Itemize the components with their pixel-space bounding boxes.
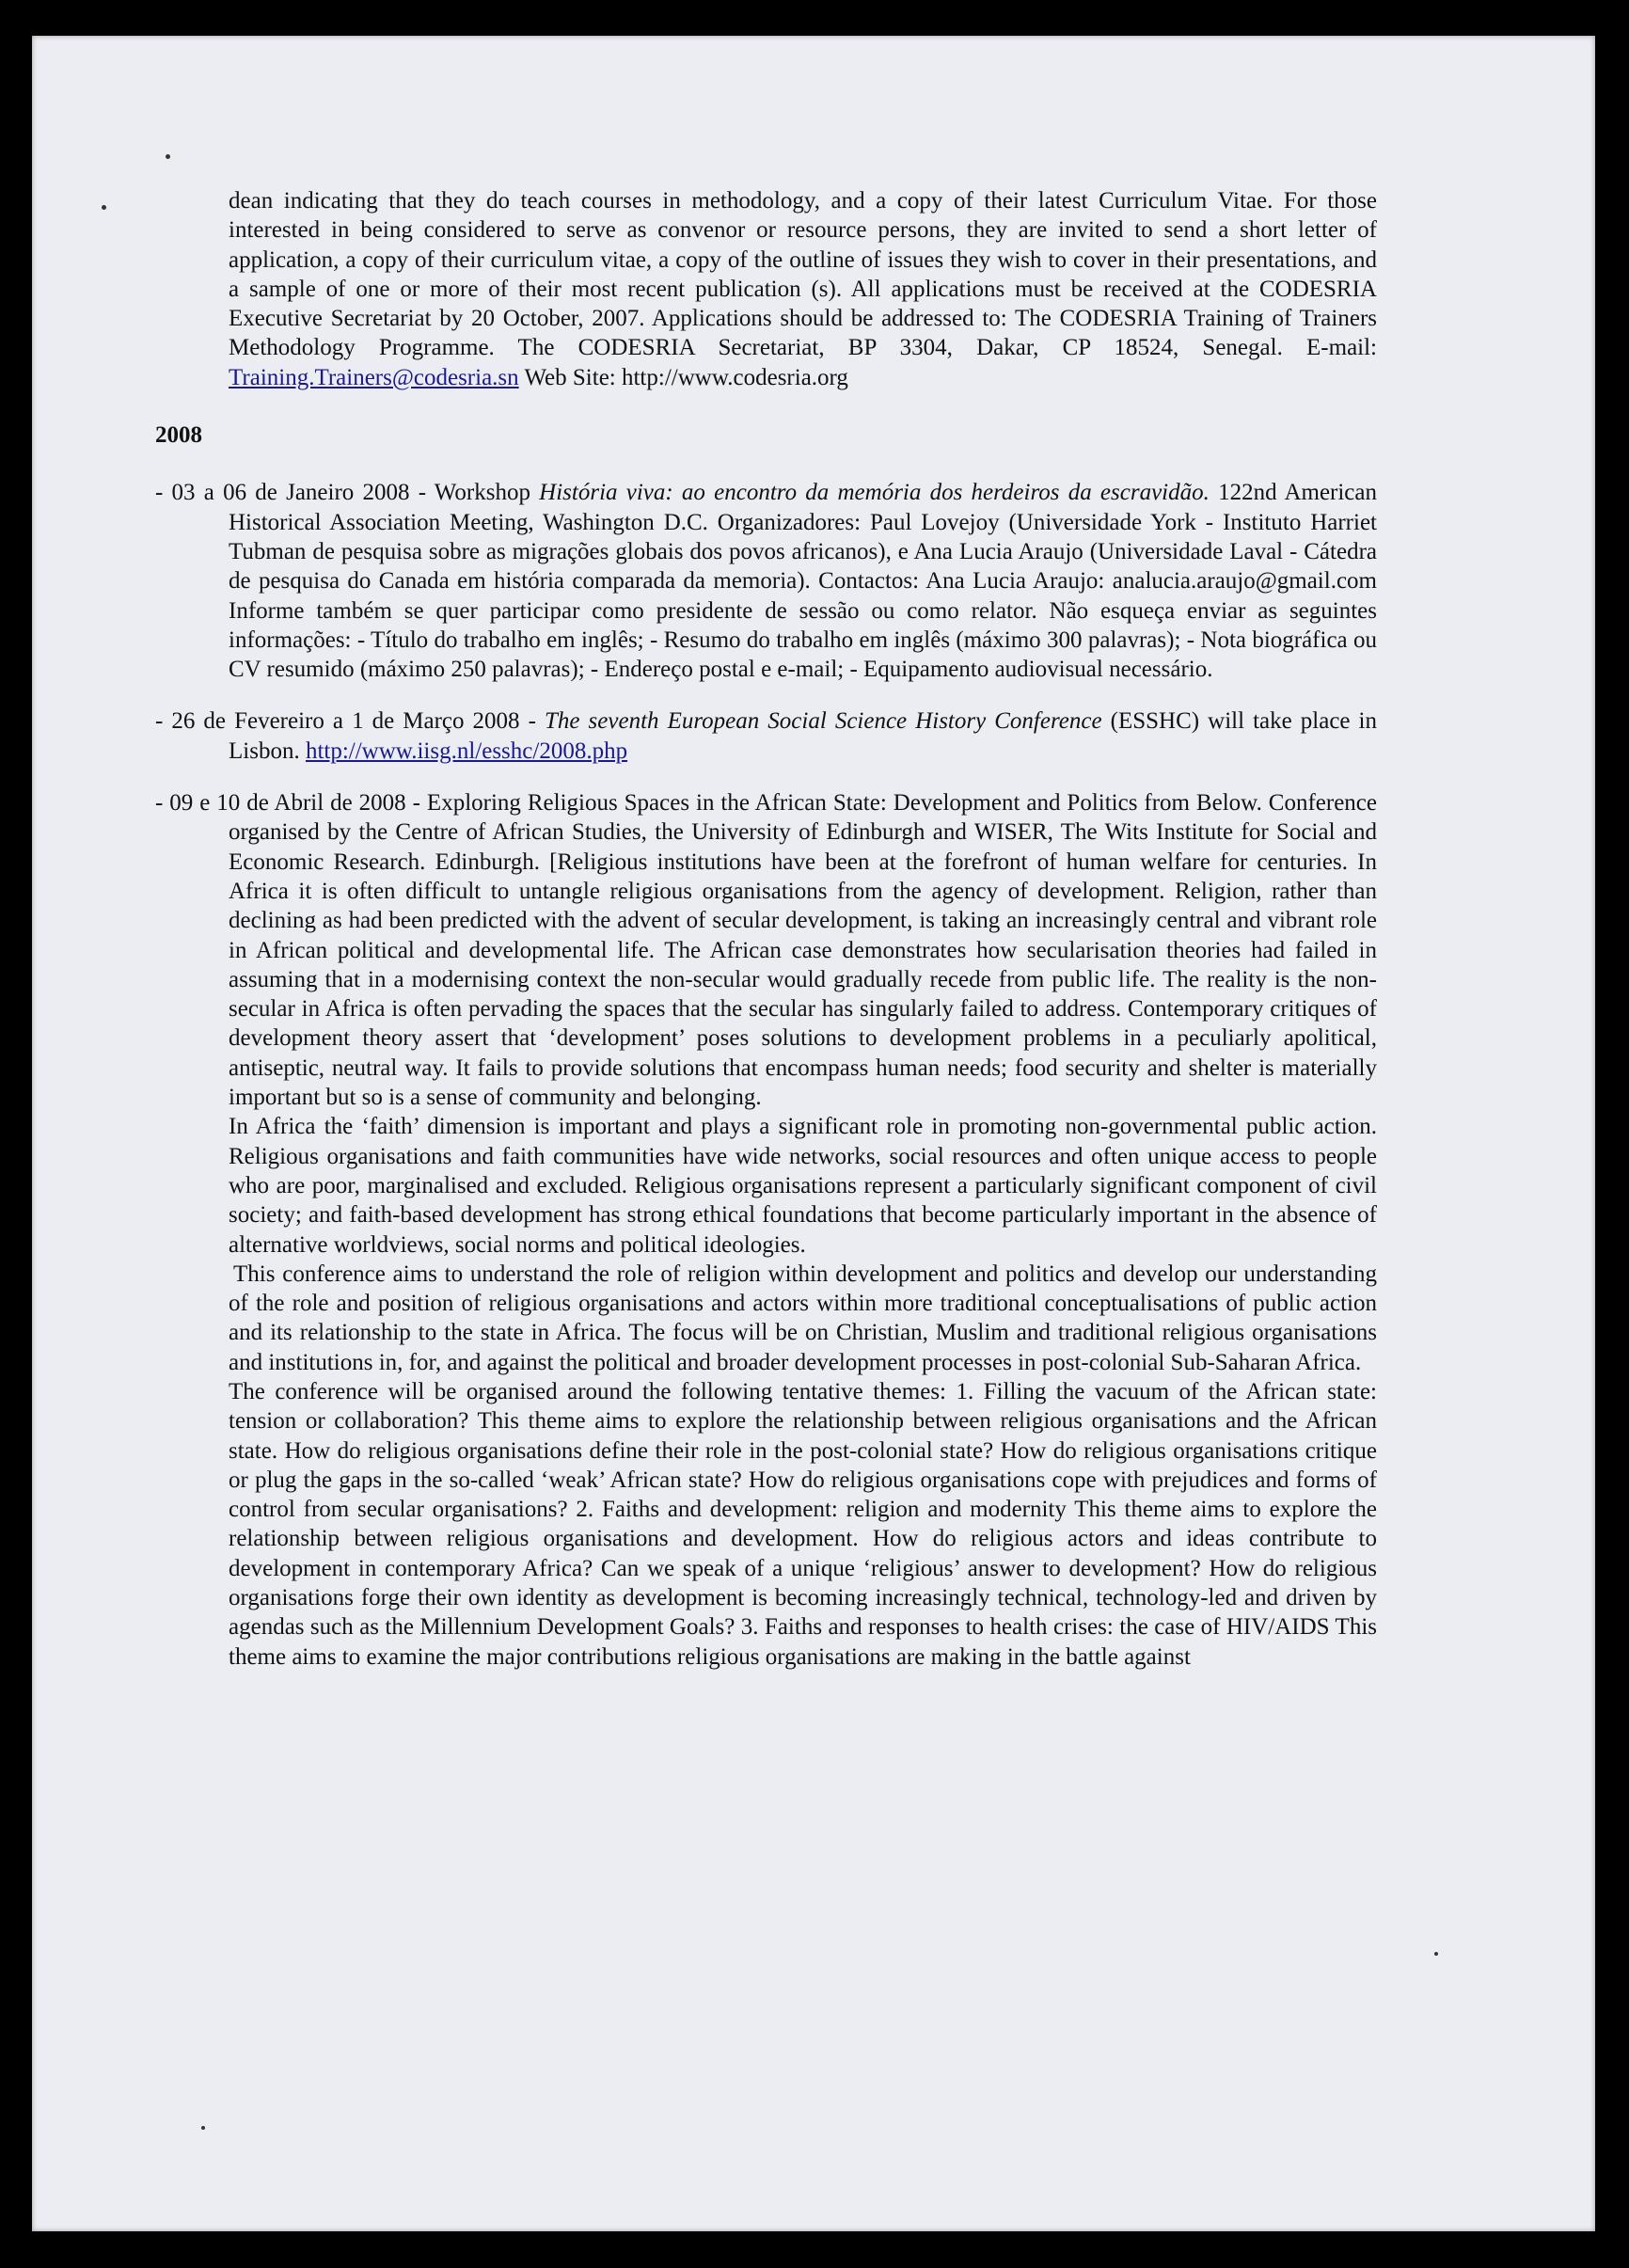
- scan-speck: [166, 154, 170, 159]
- scan-speck: [102, 205, 106, 210]
- event-paragraph: In Africa the ‘faith’ dimension is important and plays a significant role in promoting non-governmental public action. Religious organisations and faith communities have wide networks, social resources and often unique access to people who are poor, marginalised and excluded. Religious organisations represent a particularly significant component of civil society; and faith-based development has strong ethical foundations that become particularly important in the absence of alternative worldviews, social norms and political ideologies.: [229, 1114, 1377, 1258]
- document-content: [155, 186, 1378, 1672]
- esshc-link[interactable]: http://www.iisg.nl/esshc/2008.php: [305, 737, 628, 764]
- event-date: - 09 e 10 de Abril de 2008 -: [155, 790, 427, 817]
- event-date: - 26 de Fevereiro a 1 de Março 2008 -: [155, 708, 545, 735]
- email-link[interactable]: Training.Trainers@codesria.sn: [229, 364, 519, 390]
- event-body: 122nd American Historical Association Meeting, Washington D.C. Organizadores: Paul Lovejoy (Universidade York - Instituto Harriet Tubman de pesquisa sobre as migrações globais dos povos africanos), e Ana Lucia Araujo (Universidade Laval - Cátedra de pesquisa do Canada em história comparada da memoria). Contactos: Ana Lucia Araujo: analucia.araujo@gmail.com Informe também se quer participar como presidente de sessão ou como relator. Não esqueça enviar as seguintes informações: - Título do trabalho em inglês; - Resumo do trabalho em inglês (máximo 300 palavras); - Nota biográfica ou CV resumido (máximo 250 palavras); - Endereço postal e e-mail; - Equipamento audiovisual necessário.: [229, 480, 1378, 683]
- intro-paragraph: dean indicating that they do teach courses in methodology, and a copy of their latest Curriculum Vitae. For those interested in being considered to serve as convenor or resource persons, they are invited to send a short letter of application, a copy of their curriculum vitae, a copy of the outline of issues they wish to cover in their presentations, and a sample of one or more of their most recent publication (s). All applications must be received at the CODESRIA Executive Secretariat by 20 October, 2007. Applications should be addressed to: The CODESRIA Training of Trainers Methodology Programme. The CODESRIA Secretariat, BP 3304, Dakar, CP 18524, Senegal. E-mail: Training.Trainers@codesria.sn Web Site: http://www.codesria.org: [229, 188, 1377, 390]
- event-entry-abril: [155, 788, 1377, 1672]
- scan-speck: [201, 2126, 205, 2130]
- event-date: - 03 a 06 de Janeiro 2008 - Workshop: [155, 480, 540, 506]
- event-body: Exploring Religious Spaces in the African State: Development and Politics from Below. Conference organised by the Centre of African Studies, the University of Edinburgh and WISER, The Wits Institute for Social and Economic Research. Edinburgh. [Religious institutions have been at the forefront of human welfare for centuries. In Africa it is often difficult to untangle religious organisations from the agency of development. Religion, rather than declining as had been predicted with the advent of secular development, is taking an increasingly central and vibrant role in African political and developmental life. The African case demonstrates how secularisation theories had failed in assuming that in a modernising context the non-secular would gradually recede from public life. The reality is the non-secular in Africa is often pervading the spaces that the secular has singularly failed to address. Contemporary critiques of development theory assert that ‘development’ poses solutions to development problems in a peculiarly apolitical, antiseptic, neutral way. It fails to provide solutions that encompass human needs; food security and shelter is materially important but so is a sense of community and belonging.: [229, 790, 1377, 1111]
- event-title: História viva: ao encontro da memória dos herdeiros da escravidão.: [539, 480, 1210, 506]
- event-paragraph: The conference will be organised around the following tentative themes: 1. Filling the vacuum of the African state: tension or collaboration? This theme aims to explore the relationship between religious organisations and the African state. How do religious organisations define their role in the post-colonial state? How do religious organisations critique or plug the gaps in the so-called ‘weak’ African state? How do religious organisations cope with prejudices and forms of control from secular organisations? 2. Faiths and development: religion and modernity This theme aims to explore the relationship between religious organisations and development. How do religious actors and ideas contribute to development in contemporary Africa? Can we speak of a unique ‘religious’ answer to development? How do religious organisations forge their own identity as development is becoming increasingly technical, technology-led and driven by agendas such as the Millennium Development Goals? 3. Faiths and responses to health crises: the case of HIV/AIDS This theme aims to examine the major contributions religious organisations are making in the battle against: [229, 1378, 1377, 1670]
- event-body: (ESSHC) will take place in Lisbon.: [229, 708, 1378, 764]
- event-paragraph: This conference aims to understand the role of religion within development and politics and develop our understanding of the role and position of religious organisations and actors within more traditional conceptualisations of public action and its relationship to the state in Africa. The focus will be on Christian, Muslim and traditional religious organisations and institutions in, for, and against the political and broader development processes in post-colonial Sub-Saharan Africa.: [229, 1261, 1377, 1375]
- event-title: The seventh European Social Science History Conference: [545, 708, 1102, 735]
- scan-speck: [1434, 1952, 1438, 1956]
- year-heading: 2008: [155, 422, 202, 449]
- event-entry-fevereiro: [155, 706, 1378, 766]
- event-entry-janeiro: [155, 478, 1378, 684]
